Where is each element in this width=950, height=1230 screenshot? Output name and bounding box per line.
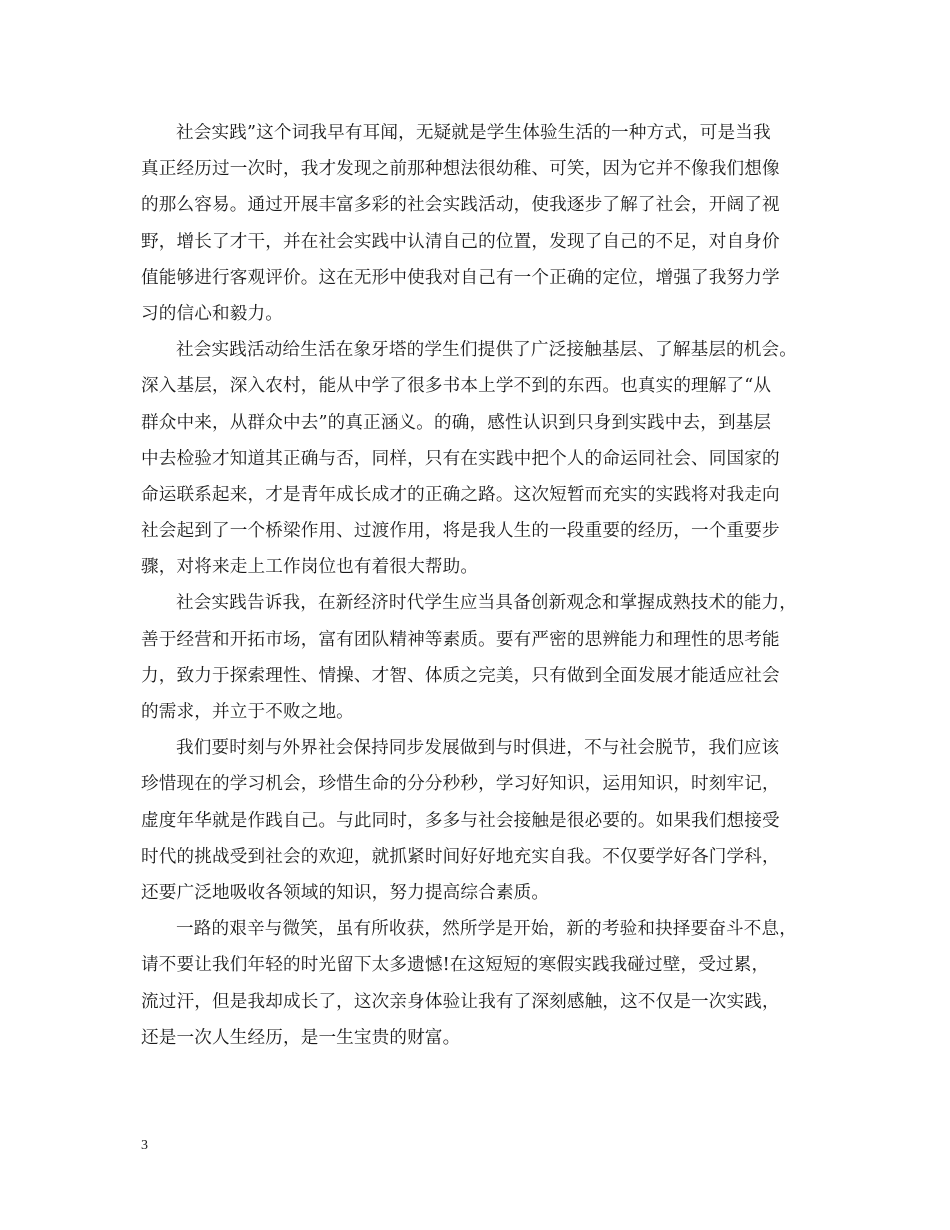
text-line: 真正经历过一次时，我才发现之前那种想法很幼稚、可笑，因为它并不像我们想像 <box>141 159 780 180</box>
text-line: 深入基层，深入农村，能从中学了很多书本上学不到的东西。也真实的理解了“从 <box>141 376 772 397</box>
paragraph-4 <box>141 730 821 911</box>
text-line: 一路的艰辛与微笑，虽有所收获，然所学是开始，新的考验和抉择要奋斗不息， <box>176 919 798 940</box>
text-line: 骤，对将来走上工作岗位也有着很大帮助。 <box>141 557 479 578</box>
text-line: 群众中来，从群众中去”的真正涵义。的确，感性认识到只身到实践中去，到基层 <box>141 412 772 433</box>
text-line: 珍惜现在的学习机会，珍惜生命的分分秒秒，学习好知识，运用知识，时刻牢记， <box>141 774 780 795</box>
text-line: 习的信心和毅力。 <box>141 303 283 324</box>
text-line: 流过汗，但是我却成长了，这次亲身体验让我有了深刻感触，这不仅是一次实践， <box>141 991 780 1012</box>
body-text <box>141 115 821 1056</box>
text-line: 还要广泛地吸收各领域的知识，努力提高综合素质。 <box>141 882 550 903</box>
text-line: 力，致力于探索理性、情操、才智、体质之完美，只有做到全面发展才能适应社会 <box>141 665 780 686</box>
text-line: 时代的挑战受到社会的欢迎，就抓紧时间好好地充实自我。不仅要学好各门学科， <box>141 846 780 867</box>
text-line: 虚度年华就是作践自己。与此同时，多多与社会接触是很必要的。如果我们想接受 <box>141 810 780 831</box>
text-line: 野，增长了才干，并在社会实践中认清自己的位置，发现了自己的不足，对自身价 <box>141 231 780 252</box>
text-line: 我们要时刻与外界社会保持同步发展做到与时俱进，不与社会脱节，我们应该 <box>176 738 780 759</box>
text-line: 社会实践”这个词我早有耳闻，无疑就是学生体验生活的一种方式，可是当我 <box>176 123 771 143</box>
text-line: 值能够进行客观评价。这在无形中使我对自己有一个正确的定位，增强了我努力学 <box>141 267 780 288</box>
text-line: 还是一次人生经历，是一生宝贵的财富。 <box>141 1027 461 1048</box>
text-line: 社会实践告诉我，在新经济时代学生应当具备创新观念和掌握成熟技术的能力， <box>176 593 798 614</box>
page-number: 3 <box>141 1138 148 1153</box>
text-line: 请不要让我们年轻的时光留下太多遗憾!在这短短的寒假实践我碰过壁，受过累， <box>141 955 770 976</box>
text-line: 的那么容易。通过开展丰富多彩的社会实践活动，使我逐步了解了社会，开阔了视 <box>141 195 780 216</box>
text-line: 的需求，并立于不败之地。 <box>141 702 354 722</box>
paragraph-1 <box>141 115 821 332</box>
paragraph-2 <box>141 332 821 585</box>
text-line: 善于经营和开拓市场，富有团队精神等素质。要有严密的思辨能力和理性的思考能 <box>141 629 780 650</box>
text-line: 社会实践活动给生活在象牙塔的学生们提供了广泛接触基层、了解基层的机会。 <box>176 340 798 361</box>
text-line: 社会起到了一个桥梁作用、过渡作用，将是我人生的一段重要的经历，一个重要步 <box>141 521 780 542</box>
paragraph-3 <box>141 585 821 730</box>
text-line: 命运联系起来，才是青年成长成才的正确之路。这次短暂而充实的实践将对我走向 <box>141 484 780 505</box>
text-line: 中去检验才知道其正确与否，同样，只有在实践中把个人的命运同社会、同国家的 <box>141 448 780 469</box>
paragraph-5 <box>141 911 821 1056</box>
